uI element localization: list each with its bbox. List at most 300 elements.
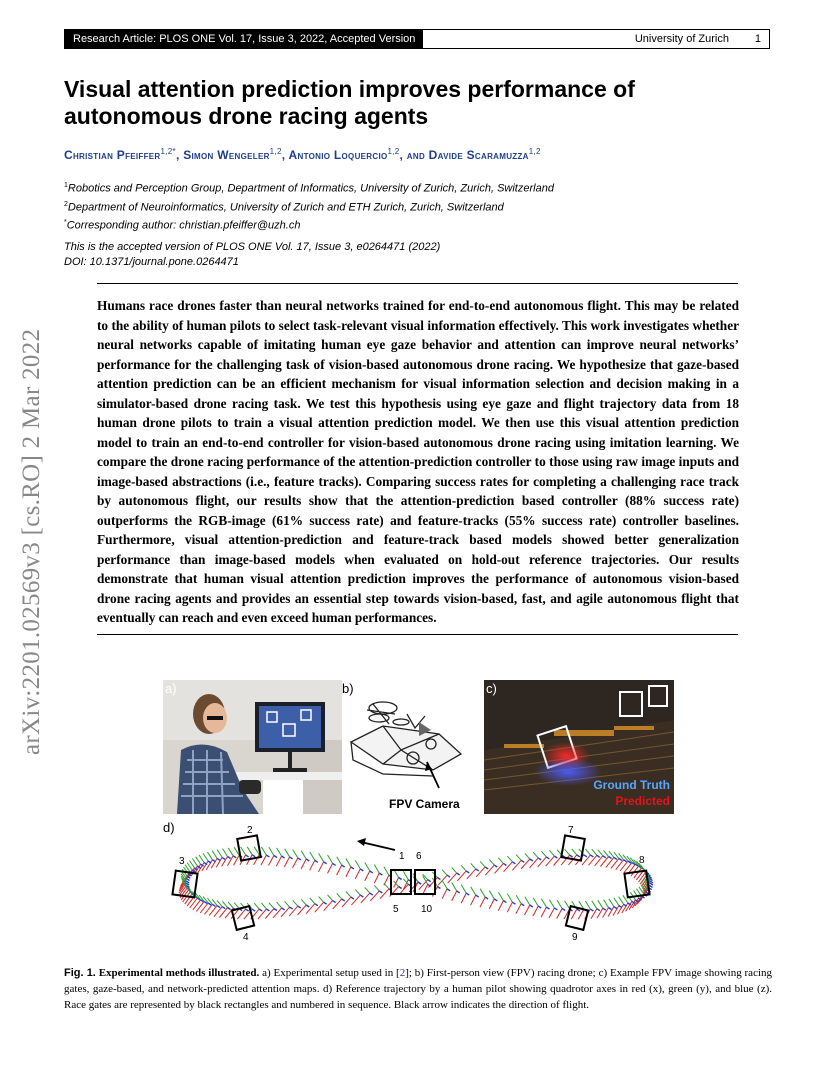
trajectory-axis-tick [276,856,281,866]
trajectory-axis-tick [541,907,546,917]
reference-trajectory-plot [163,820,674,950]
trajectory-axis-tick [503,863,506,865]
trajectory-axis-tick [592,849,597,855]
trajectory-axis-tick [480,889,485,898]
panel-label-d: d) [163,820,175,835]
trajectory-axis-tick [199,855,204,863]
author-marks: 1,2 [528,147,541,156]
trajectory-axis-tick [516,895,521,903]
trajectory-axis-tick [319,853,324,861]
trajectory-axis-tick [212,860,215,862]
trajectory-axis-tick [342,865,345,867]
trajectory-axis-tick [399,878,402,880]
trajectory-axis-tick [282,856,285,858]
trajectory-axis-tick [252,909,255,911]
trajectory-axis-tick [193,900,201,910]
affiliation-item [64,215,554,234]
trajectory-axis-tick [346,859,351,867]
trajectory-axis-tick [241,847,246,855]
author-separator: , [281,148,289,162]
trajectory-axis-tick [365,888,370,894]
trajectory-axis-tick [428,880,431,882]
caption-text: a) Experimental setup used in [ [262,967,400,979]
trajectory-axis-tick [437,887,440,889]
trajectory-axis-tick [521,860,524,862]
trajectory-axis-tick [442,880,447,889]
gate-number: 9 [572,932,578,943]
trajectory-axis-tick [293,900,298,906]
trajectory-axis-tick [565,849,570,855]
trajectory-axis-tick [379,891,382,893]
trajectory-axis-tick [614,857,617,859]
trajectory-axis-tick [301,851,306,859]
trajectory-axis-tick [546,857,549,859]
trajectory-axis-tick [577,855,580,857]
trajectory-axis-tick [525,897,530,905]
gate-number: 7 [568,825,574,836]
caption-heading: Experimental methods illustrated. [98,967,260,979]
trajectory-axis-tick [533,852,538,858]
trajectory-axis-tick [467,869,476,879]
trajectory-axis-tick [447,889,450,891]
trajectory-axis-tick [423,884,428,894]
trajectory-axis-tick [203,853,208,861]
gate-number: 8 [639,855,645,866]
trajectory-axis-tick [370,891,379,901]
trajectory-axis-tick [466,893,469,895]
trajectory-axis-tick [301,899,306,905]
fpv-camera-label: FPV Camera [389,797,460,811]
trajectory-axis-tick [355,890,360,896]
trajectory-axis-tick [521,904,524,906]
trajectory-axis-tick [217,906,220,908]
trajectory-axis-tick [549,900,554,908]
trajectory-axis-tick [192,859,197,867]
trajectory-axis-tick [489,899,494,909]
panel-label-c: c) [486,681,497,696]
affiliations [64,178,554,234]
trajectory-axis-tick [498,892,503,900]
trajectory-axis-tick [480,861,485,867]
trajectory-axis-tick [557,909,562,919]
header-article-info: Research Article: PLOS ONE Vol. 17, Issue 3, 2022, Accepted Version [65,30,423,48]
trajectory-axis-tick [361,893,370,903]
figure-caption [64,965,772,1013]
trajectory-axis-tick [476,869,479,871]
trajectory-axis-tick [290,857,293,859]
trajectory-axis-tick [261,847,266,855]
trajectory-axis-tick [609,908,612,910]
trajectory-axis-tick [604,850,609,856]
trajectory-axis-tick [590,909,593,911]
trajectory-axis-tick [457,871,466,881]
affiliation-item [64,197,554,216]
trajectory-axis-tick [562,909,565,911]
trajectory-axis-tick [247,847,252,855]
trajectory-axis-tick [208,903,211,905]
trajectory-axis-tick [293,858,298,868]
trajectory-axis-tick [196,857,201,865]
trajectory-axis-tick [384,883,389,889]
figure-panel-b [343,680,483,814]
affiliation-text: Department of Neuroinformatics, University of Zurich and ETH Zurich, Zurich, Switzerland [67,201,504,214]
trajectory-axis-tick [246,855,249,857]
trajectory-axis-tick [448,873,457,883]
doi-text[interactable]: DOI: 10.1371/journal.pone.0264471 [64,256,239,268]
trajectory-axis-tick [533,898,538,906]
trajectory-axis-tick [212,851,217,859]
trajectory-axis-tick [365,871,370,881]
trajectory-axis-tick [384,867,389,876]
trajectory-axis-tick [379,873,382,875]
trajectory-axis-tick [222,857,225,859]
trajectory-axis-tick [228,857,231,859]
figure-panel-a [163,680,342,814]
gate-number: 3 [179,856,185,867]
trajectory-axis-tick [485,897,488,899]
trajectory-axis-tick [228,902,233,908]
trajectory-axis-tick [228,848,233,856]
trajectory-axis-tick [282,908,285,910]
trajectory-axis-tick [533,906,538,916]
trajectory-axis-tick [437,878,440,880]
trajectory-axis-tick [554,908,557,910]
trajectory-axis-tick [461,865,466,871]
page-number: 1 [754,33,761,45]
trajectory-axis-tick [541,851,546,857]
trajectory-axis-tick [190,898,198,908]
trajectory-axis-tick [565,901,570,909]
trajectory-axis-tick [624,860,627,862]
trajectory-axis-tick [461,893,466,903]
trajectory-axis-tick [485,867,488,869]
trajectory-axis-tick [374,865,379,874]
trajectory-axis-tick [355,869,360,879]
gate-number: 4 [243,932,249,943]
trajectory-axis-tick [315,860,318,862]
trajectory-axis-tick [374,885,379,891]
trajectory-axis-tick [597,855,600,857]
author-name: Antonio Loquercio [288,148,388,162]
flight-direction-arrowhead [357,838,366,846]
trajectory-axis-tick [585,849,590,855]
trajectory-axis-tick [619,906,622,908]
trajectory-axis-tick [614,898,619,906]
trajectory-axis-tick [380,889,389,899]
trajectory-axis-tick [403,871,408,880]
trajectory-axis-tick [370,893,373,895]
trajectory-axis-tick [351,897,354,899]
trajectory-axis-tick [530,905,533,907]
trajectory-axis-tick [284,857,289,867]
author-name: Davide Scaramuzza [428,148,529,162]
trajectory-axis-tick [328,855,333,863]
trajectory-axis-tick [498,901,503,911]
trajectory-axis-tick [337,857,342,865]
trajectory-axis-tick [233,856,236,858]
trajectory-axis-tick [538,906,541,908]
trajectory-axis-tick [306,905,309,907]
trajectory-axis-tick [584,855,587,857]
trajectory-axis-tick [619,897,624,905]
trajectory-axis-tick [525,905,530,915]
trajectory-axis-tick [428,884,431,886]
author-marks: 1,2 [269,147,282,156]
caption-label: Fig. 1. [64,967,96,979]
trajectory-axis-tick [319,862,324,872]
trajectory-axis-tick [246,909,249,911]
trajectory-axis-tick [471,887,476,895]
trajectory-axis-tick [457,891,460,893]
trajectory-axis-tick [269,903,274,909]
trajectory-axis-tick [301,859,306,869]
trajectory-axis-tick [485,865,494,875]
caption-reference-link[interactable]: 2 [399,967,406,979]
trajectory-axis-tick [187,876,190,878]
trajectory-axis-tick [337,893,342,899]
affiliation-mark: 2 [64,200,68,208]
trajectory-axis-tick [298,906,301,908]
trajectory-axis-tick [261,903,266,909]
trajectory-axis-tick [489,860,494,866]
trajectory-axis-tick [252,855,255,857]
trajectory-axis-tick [342,897,351,907]
trajectory-axis-tick [503,901,506,903]
author-name: Simon Wengeler [183,148,270,162]
gate-number: 1 [399,851,405,862]
trajectory-axis-tick [310,852,315,860]
trajectory-axis-tick [650,885,653,887]
trajectory-axis-tick [603,856,606,858]
abstract: Humans race drones faster than neural networks trained for end-to-end autonomous flight. This may be related to the ability of human pilots to select task-relevant visual information effectively. This work investigates whether neural networks capable of imitating human eye gaze behavior and attention can improve neural networks’ performance for the challenging task of vision-based autonomous drone racing. We hypothesize that gaze-based attention prediction can be an efficient mechanism for visual information selection and decision making in a simulator-based drone racing task. We test this hypothesis using eye gaze and flight trajectory data from 18 human drone pilots to train a visual attention prediction model. We then use this visual attention prediction model to train an end-to-end controller for vision-based autonomous drone racing using imitation learning. We compare the drone racing performance of the attention-prediction controller to those using raw image inputs and image-based abstractions (i.e., feature tracks). Comparing success rates for completing a challenging race track by autonomous flight, our results show that the attention-prediction based controller (88% success rate) outperforms the RGB-image (61% success rate) and feature-tracks (55% success rate) controller baselines. Furthermore, visual attention-prediction and feature-track based models showed better generalization performance than image-based models when evaluated on hold-out reference trajectories. Our results demonstrate that human visual attention prediction improves the performance of autonomous vision-based drone racing agents and provides an essential step towards vision-based, fast, and agile autonomous flight that eventually can reach and even exceed human performances. [97,298,739,625]
trajectory-axis-tick [530,859,533,861]
trajectory-axis-tick [310,898,315,904]
affiliation-mark: * [64,219,67,227]
author-list [64,147,541,162]
trajectory-axis-tick [554,856,557,858]
trajectory-axis-tick [541,899,546,907]
trajectory-axis-tick [328,863,333,873]
trajectory-axis-tick [399,887,402,889]
trajectory-axis-tick [570,855,573,857]
trajectory-axis-tick [577,909,580,911]
running-header [64,29,770,49]
trajectory-axis-tick [207,852,212,860]
arxiv-identifier[interactable]: arXiv:2201.02569v3 [cs.RO] 2 Mar 2022 [18,328,45,755]
fpv-drone-drawing [343,680,483,814]
author-name: Christian Pfeiffer [64,148,161,162]
trajectory-axis-tick [442,889,447,899]
trajectory-axis-tick [217,858,220,860]
trajectory-axis-tick [525,853,530,859]
trajectory-axis-tick [452,891,457,901]
trajectory-axis-tick [228,908,231,910]
trajectory-axis-tick [333,899,342,909]
trajectory-axis-tick [590,855,593,857]
trajectory-axis-tick [342,899,345,901]
trajectory-axis-tick [285,901,290,907]
trajectory-axis-tick [516,855,521,861]
trajectory-axis-tick [549,908,554,918]
trajectory-axis-tick [512,902,515,904]
trajectory-axis-tick [333,863,336,865]
trajectory-axis-tick [572,849,577,855]
panel-label-b: b) [342,681,354,696]
trajectory-axis-tick [360,895,363,897]
trajectory-axis-tick [546,907,549,909]
trajectory-axis-tick [466,871,469,873]
trajectory-axis-tick [507,902,512,912]
setup-photo [163,680,342,814]
trajectory-axis-tick [351,895,360,905]
trajectory-axis-tick [516,904,521,914]
race-gate [561,835,585,860]
trajectory-axis-tick [447,875,450,877]
trajectory-axis-tick [212,904,215,906]
affiliation-mark: 1 [64,182,68,189]
trajectory-axis-tick [494,865,497,867]
trajectory-axis-tick [598,850,603,856]
affiliation-text[interactable]: Corresponding author: christian.pfeiffer@uzh.ch [66,219,301,232]
trajectory-axis-tick [480,897,485,907]
trajectory-axis-tick [265,909,274,919]
trajectory-axis-tick [512,862,515,864]
version-note [64,240,440,270]
trajectory-axis-tick [269,847,274,855]
trajectory-axis-tick [266,855,269,857]
figure-panel-c [484,680,674,814]
trajectory-axis-tick [461,885,466,894]
trajectory-axis-tick [315,904,318,906]
trajectory-axis-tick [549,850,554,856]
trajectory-axis-tick [355,860,360,869]
trajectory-axis-tick [494,899,497,901]
gate-number: 5 [393,904,399,915]
trajectory-axis-tick [614,907,617,909]
trajectory-axis-tick [290,907,293,909]
trajectory-axis-tick [277,902,282,908]
trajectory-axis-tick [507,856,512,862]
trajectory-axis-tick [370,871,373,873]
trajectory-axis-tick [324,902,327,904]
flight-direction-arrow [361,842,395,850]
trajectory-axis-tick [254,903,259,909]
panel-label-a: a) [165,681,177,696]
trajectory-axis-tick [476,867,485,877]
trajectory-axis-tick [285,849,290,857]
trajectory-gates [172,835,649,929]
trajectory-axis-tick [351,867,354,869]
trajectory-axis-tick [346,892,351,898]
trajectory-axis-tick [498,858,503,864]
trajectory-axis-tick [217,850,222,858]
author-marks: 1,2 [387,147,400,156]
affiliation-text: Robotics and Perception Group, Department of Informatics, University of Zurich, Zurich, Switzerland [67,182,554,195]
trajectory-axis-tick [328,895,333,901]
trajectory-axis-tick [266,909,269,911]
version-note-text: This is the accepted version of PLOS ONE Vol. 17, Issue 3, e0264471 (2022) [64,241,441,253]
race-gate [232,906,254,930]
trajectory-axis-tick [476,895,479,897]
header-institution: University of Zurich [634,33,729,45]
trajectory-axis-tick [337,865,342,875]
trajectory-axis-tick [324,901,333,911]
trajectory-axis-tick [187,879,190,881]
trajectory-axis-tick [365,863,370,871]
trajectory-axis-tick [346,867,351,877]
trajectory-axis-tick [274,856,277,858]
trajectory-axis-tick [619,858,622,860]
trajectory-axis-tick [310,860,315,870]
trajectory-axis-tick [609,899,614,907]
trajectory-axis-tick [585,901,590,909]
gate-number: 10 [421,904,433,915]
trajectory-axis-tick [315,902,324,912]
trajectory-axis-tick [277,848,282,856]
trajectory-axis-tick [598,900,603,908]
trajectory-axis-tick [507,894,512,902]
trajectory-axis-tick [333,901,336,903]
trajectory-axis-tick [298,858,301,860]
paper-title: Visual attention prediction improves performance of autonomous drone racing agents [64,76,635,129]
caption-text: ]; b) First-person view (FPV) racing drone; c) Example FPV image showing racing gates, gaze-based, and network-predicted attention maps. d) Reference trajectory by a human pilot showing quadrotor axes in red (x), green (y), and blue (z). Race gates are represented by black rectangles and numbered in sequence. Black arrow indicates the direction of flight. [64,967,773,1011]
author-marks: 1,2* [160,147,176,156]
legend-ground-truth: Ground Truth [593,778,670,792]
trajectory-axis-tick [222,907,225,909]
trajectory-axis-tick [609,857,612,859]
trajectory-axis-tick [604,900,609,908]
trajectory-axis-tick [319,897,324,903]
trajectory-axis-tick [512,860,521,870]
trajectory-axis-tick [374,873,379,883]
trajectory-axis-tick [538,858,541,860]
trajectory-axis-tick [452,883,457,891]
trajectory-axis-tick [360,869,363,871]
trajectory-axis-tick [471,863,476,869]
trajectory-axis-tick [457,873,460,875]
abstract-top-rule [97,283,738,284]
trajectory-axis-tick [597,909,600,911]
trajectory-axis-tick [495,863,504,873]
trajectory-axis-tick [603,908,606,910]
trajectory-axis-tick [471,895,476,905]
legend-predicted: Predicted [615,794,670,808]
trajectory-axis-tick [293,850,298,858]
abstract-bottom-rule [97,634,738,635]
trajectory-axis-tick [504,862,513,872]
author-separator: , and [399,148,429,162]
trajectory-axis-tick [489,891,494,899]
trajectory-axis-tick [418,882,421,884]
affiliation-item [64,178,554,197]
trajectory-axis-tick [223,849,228,857]
figure-panel-d [163,820,674,950]
trajectory-axis-tick [324,862,327,864]
trajectory-axis-tick [557,900,562,908]
trajectory-axis-tick [259,909,262,911]
gate-number: 6 [416,851,422,862]
trajectory-axis-tick [624,904,627,906]
trajectory-axis-tick [399,884,408,894]
trajectory-axis-tick [274,909,277,911]
gate-number: 2 [247,825,253,836]
trajectory-axis-tick [452,868,457,874]
trajectory-axis-tick [306,859,309,861]
trajectory-axis-tick [208,861,211,863]
trajectory-axis-tick [592,901,597,909]
trajectory-axis-tick [442,870,447,876]
author-separator: , [175,148,184,162]
